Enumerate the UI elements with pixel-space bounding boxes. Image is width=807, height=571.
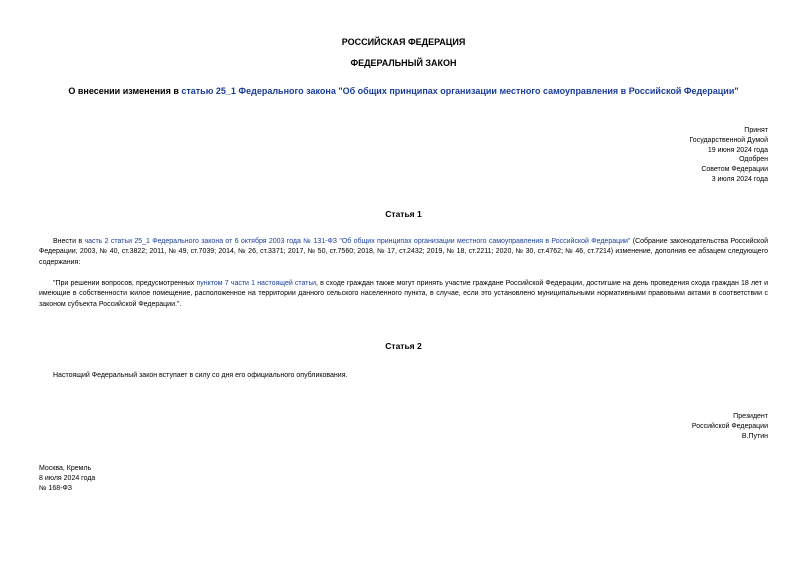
law-reference-link[interactable]: часть 2 статьи 25_1 Федерального закона от 6 октября 2003 года № 131-ФЗ "Об общих принципах организации местного самоуправления в Российской Федерации" [84, 238, 631, 245]
article-1-paragraph-1: Внести в часть 2 статьи 25_1 Федерального закона от 6 октября 2003 года № 131-ФЗ "Об общих принципах организации местного самоуправления в Российской Федерации" (Собрание законодательства Российской Федерации, 2003, № 40, ст.3822; 2011, № 49, ст.7039; 2014, № 26, ст.3371; 2017, № 50, ст.7560; 2018, № 17, ст.2432; 2019, № 18, ст.2211; 2020, № 30, ст.4762; № 46, ст.7214) изменение, дополнив ее абзацем следующего содержания: [39, 238, 769, 266]
adoption-line: Государственной Думой [689, 136, 768, 144]
adoption-line: Принят [744, 127, 768, 134]
adoption-line: 19 июня 2024 года [707, 146, 768, 154]
article-2-heading: Статья 2 [385, 341, 422, 351]
clause-reference-link[interactable]: пунктом 7 части 1 настоящей статьи [196, 280, 317, 287]
adoption-line: Одобрен [739, 156, 768, 164]
country-heading: РОССИЙСКАЯ ФЕДЕРАЦИЯ [341, 37, 466, 47]
signature-block [692, 412, 768, 441]
adoption-line: 3 июля 2024 года [711, 175, 768, 183]
law-title-link[interactable]: статью 25_1 Федерального закона "Об общих принципах организации местного самоуправления в Российской Федерации" [181, 86, 739, 96]
article-1-paragraph-2: "При решении вопросов, предусмотренных пунктом 7 части 1 настоящей статьи, в сходе граждан также могут принять участие граждане Российской Федерации, достигшие на день проведения схода граждан 18 лет и имеющие в собственности жилое помещение, расположенное на территории данного сельского населенного пункта, в случае, если это установлено муниципальными нормативными правовыми актами в соответствии с законом субъекта Российской Федерации.". [39, 280, 768, 308]
adoption-block [689, 126, 768, 185]
doc-type-heading: ФЕДЕРАЛЬНЫЙ ЗАКОН [350, 58, 457, 68]
law-title-prefix: О внесении изменения в [68, 86, 182, 96]
article-2-paragraph-1: Настоящий Федеральный закон вступает в силу со дня его официального опубликования. [53, 372, 348, 379]
signature-line: В.Путин [741, 432, 768, 440]
signature-line: Российской Федерации [691, 422, 768, 430]
law-title [0, 86, 807, 96]
article-1-heading: Статья 1 [385, 209, 422, 219]
place-date-line: 8 июля 2024 года [39, 475, 96, 483]
place-date-line: № 168-ФЗ [39, 485, 73, 493]
place-date-line: Москва, Кремль [39, 465, 92, 472]
place-date-block [39, 464, 95, 495]
adoption-line: Советом Федерации [701, 166, 768, 174]
signature-line: Президент [733, 413, 768, 420]
